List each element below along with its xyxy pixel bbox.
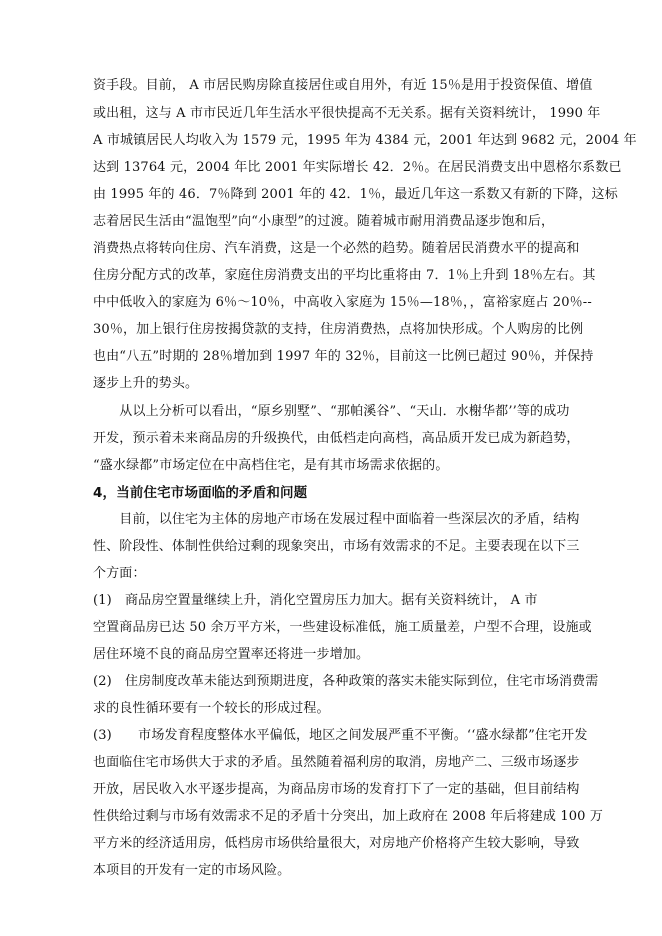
paragraph-line: 或出租，这与 A 市市民近几年生活水平很快提高不无关系。据有关资料统计， 1990 年 bbox=[93, 106, 601, 121]
list-item-line: 空置商品房已达 50 余万平方米，一些建设标准低，施工质量差，户型不合理，设施或 bbox=[93, 620, 592, 635]
list-item-line: (3) 市场发育程度整体水平偏低，地区之间发展严重不平衡。‘‘盛水绿都”住宅开发 bbox=[93, 728, 588, 743]
list-item-line: 本项目的开发有一定的市场风险。 bbox=[93, 863, 291, 878]
paragraph-line: 资手段。目前， A 市居民购房除直接居住或自用外，有近 15％是用于投资保值、增值 bbox=[93, 78, 593, 93]
paragraph-line: A 市城镇居民人均收入为 1579 元，1995 年为 4384 元，2001 年达到 9682 元，2004 年 bbox=[93, 133, 637, 148]
list-item-line: (1) 商品房空置量继续上升，消化空置房压力加大。据有关资料统计， A 市 bbox=[93, 593, 538, 608]
paragraph-line: 由 1995 年的 46．7％降到 2001 年的 42．1％，最近几年这一系数又有新的下降，这标 bbox=[93, 187, 618, 202]
paragraph-line: 从以上分析可以看出，“原乡别墅”、“那帕溪谷”、“天山．水榭华都’’等的成功 bbox=[93, 404, 570, 419]
paragraph-line: “盛水绿都”市场定位在中高档住宅，是有其市场需求依据的。 bbox=[93, 458, 449, 473]
paragraph-line: 住房分配方式的改革，家庭住房消费支出的平均比重将由 7．1％上升到 18％左右。其 bbox=[93, 268, 596, 283]
paragraph-line: 达到 13764 元，2004 年比 2001 年实际增长 42．2％。在居民消费支出中恩格尔系数已 bbox=[93, 160, 622, 175]
paragraph-line: 目前，以住宅为主体的房地产市场在发展过程中面临着一些深层次的矛盾，结构 bbox=[93, 512, 580, 527]
list-item-line: 开放，居民收入水平逐步提高，为商品房市场的发育打下了一定的基础，但目前结构 bbox=[93, 782, 580, 797]
list-item-line: 求的良性循环要有一个较长的形成过程。 bbox=[93, 701, 330, 716]
paragraph-line: 性、阶段性、体制性供给过剩的现象突出，市场有效需求的不足。主要表现在以下三 bbox=[93, 539, 580, 554]
section-heading: 4，当前住宅市场面临的矛盾和问题 bbox=[93, 485, 308, 501]
paragraph-line: 个方面： bbox=[93, 566, 146, 581]
paragraph-line: 消费热点将转向住房、汽车消费，这是一个必然的趋势。随着居民消费水平的提高和 bbox=[93, 241, 580, 256]
list-item-line: 居住环境不良的商品房空置率还将进一步增加。 bbox=[93, 647, 370, 662]
paragraph-line: 中中低收入的家庭为 6％～10％，中高收入家庭为 15％—18％，，富裕家庭占 20％-- bbox=[93, 295, 592, 310]
paragraph-line: 逐步上升的势头。 bbox=[93, 376, 199, 391]
list-item-line: 也面临住宅市场供大于求的矛盾。虽然随着福利房的取消，房地产二、三级市场逐步 bbox=[93, 755, 580, 770]
list-item-line: (2) 住房制度改革未能达到预期进度，各种政策的落实未能实际到位，住宅市场消费需 bbox=[93, 674, 599, 689]
paragraph-line: 开发，预示着未来商品房的升级换代，由低档走向高档，高品质开发已成为新趋势， bbox=[93, 431, 580, 446]
paragraph-line: 志着居民生活由“温饱型”向“小康型”的过渡。随着城市耐用消费品逐步饱和后， bbox=[93, 214, 555, 229]
list-item-line: 平方米的经济适用房，低档房市场供给量很大，对房地产价格将产生较大影响，导致 bbox=[93, 836, 580, 851]
list-item-line: 性供给过剩与市场有效需求不足的矛盾十分突出，加上政府在 2008 年后将建成 100 万 bbox=[93, 809, 604, 824]
paragraph-line: 也由“八五”时期的 28％增加到 1997 年的 32％，目前这一比例已超过 90％，并保持 bbox=[93, 349, 594, 364]
paragraph-line: 30％，加上银行住房按揭贷款的支持，住房消费热，点将加快形成。个人购房的比例 bbox=[93, 322, 584, 337]
